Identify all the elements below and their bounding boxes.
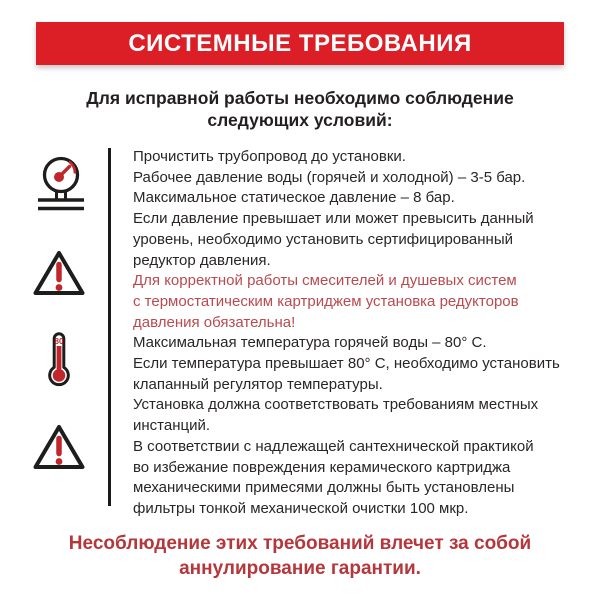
requirements-section [20, 146, 592, 518]
requirement-line: фильтры тонкой механической очистки 100 мкр. [133, 499, 469, 517]
thermometer-label: 80 [54, 336, 64, 346]
intro-heading-line: Для исправной работы необходимо соблюдение [86, 88, 514, 108]
requirement-item [133, 209, 592, 271]
vertical-divider [108, 148, 111, 506]
requirement-line: Если давление превышает или может превысить данный [133, 210, 534, 228]
requirement-item [133, 437, 592, 520]
requirement-item-warning [133, 271, 592, 333]
pressure-gauge-icon [36, 154, 86, 218]
requirement-line: во избежание повреждения керамического картриджа [133, 458, 511, 476]
requirement-line: клапанный регулятор температуры. [133, 375, 383, 393]
requirement-line: В соответствии с надлежащей сантехнической практикой [133, 437, 534, 455]
requirement-item [133, 188, 592, 209]
thermometer-icon [46, 331, 72, 389]
requirement-line: редуктор давления. [133, 251, 271, 269]
requirement-line: Прочистить трубопровод до установки. [133, 148, 406, 165]
requirement-item [133, 168, 592, 189]
requirement-line: уровень, необходимо установить сертифицированный [133, 230, 514, 248]
requirement-line: Если температура превышает 80° C, необходимо установить [133, 355, 560, 373]
requirement-line: инстанций. [133, 417, 211, 435]
intro-heading [0, 88, 600, 131]
warning-triangle-icon [31, 248, 87, 298]
intro-heading-line: следующих условий: [207, 109, 393, 130]
requirement-line: Рабочее давление воды (горячей и холодной) – 3-5 бар. [133, 168, 526, 186]
warning-triangle-icon [31, 422, 87, 472]
requirement-item [133, 147, 592, 168]
requirement-item [133, 395, 592, 436]
requirement-line: Максимальное статическое давление – 8 бар. [133, 189, 455, 207]
warranty-notice [0, 531, 600, 581]
page-title: СИСТЕМНЫЕ ТРЕБОВАНИЯ [128, 29, 472, 57]
requirement-line: Установка должна соответствовать требованиям местных [133, 396, 539, 414]
requirements-list [133, 147, 592, 520]
title-banner [36, 22, 564, 65]
requirement-line: давления обязательна! [133, 313, 296, 331]
warranty-notice-line: Несоблюдение этих требований влечет за собой [68, 533, 532, 554]
warranty-notice-line: аннулирование гарантии. [179, 558, 421, 579]
requirement-line: с термостатическим картриджем установка редукторов [133, 292, 519, 310]
requirement-item [133, 354, 592, 395]
requirement-item [133, 333, 592, 354]
requirement-line: Максимальная температура горячей воды – 80° C. [133, 334, 487, 352]
requirement-line: Для корректной работы смесителей и душевых систем [133, 272, 517, 290]
requirement-line: механическими примесями должны быть установлены [133, 479, 515, 497]
